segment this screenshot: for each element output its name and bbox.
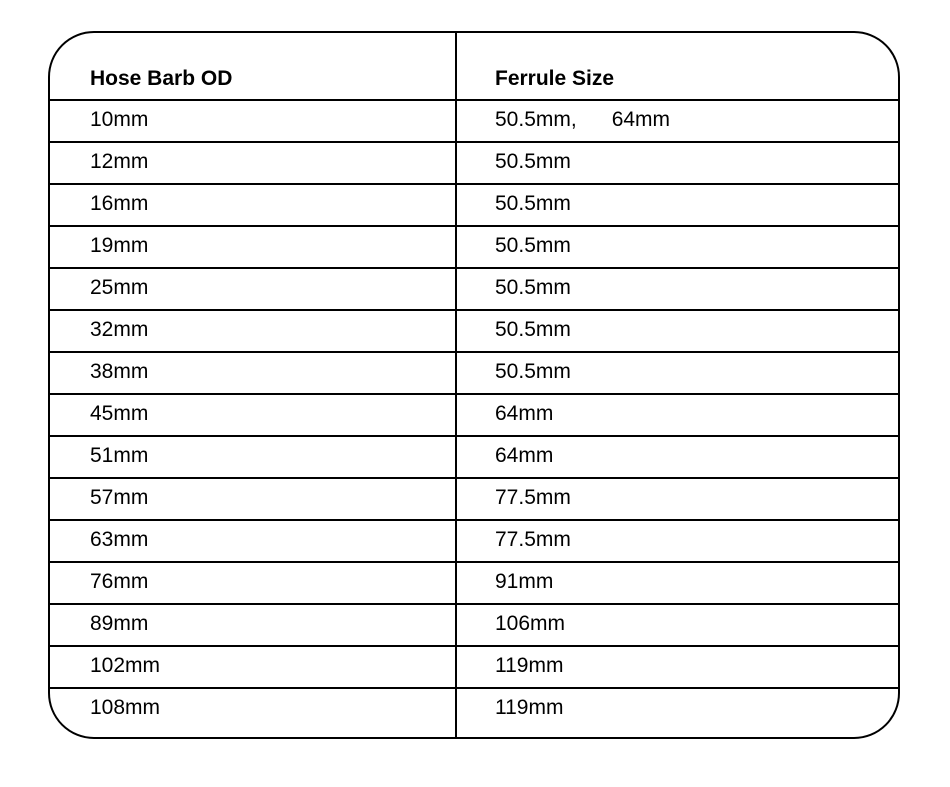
cell-ferrule-size: 106mm [495,612,566,635]
cell-hose-barb-od: 108mm [90,696,161,719]
table-row [50,479,898,521]
cell-ferrule-size: 50.5mm, 64mm [495,108,671,131]
cell-hose-barb-od: 12mm [90,150,149,173]
cell-hose-barb-od: 38mm [90,360,149,383]
table-row [50,101,898,143]
table-header-row [50,33,898,101]
table-row [50,521,898,563]
table-row [50,143,898,185]
cell-ferrule-size: 64mm [495,444,554,467]
cell-hose-barb-od: 45mm [90,402,149,425]
cell-hose-barb-od: 51mm [90,444,149,467]
cell-hose-barb-od: 102mm [90,654,161,677]
cell-hose-barb-od: 10mm [90,108,149,131]
table-row [50,647,898,689]
table-row [50,605,898,647]
cell-ferrule-size: 50.5mm [495,360,571,383]
cell-ferrule-size: 50.5mm [495,150,571,173]
cell-ferrule-size: 64mm [495,402,554,425]
table-row [50,563,898,605]
table-row [50,269,898,311]
cell-ferrule-size: 50.5mm [495,276,571,299]
cell-ferrule-size: 119mm [495,654,564,677]
cell-ferrule-size: 77.5mm [495,528,571,551]
cell-hose-barb-od: 89mm [90,612,149,635]
table-row [50,689,898,731]
table-row [50,227,898,269]
cell-hose-barb-od: 19mm [90,234,149,257]
header-ferrule-size: Ferrule Size [495,67,615,90]
table-row [50,353,898,395]
table-row [50,395,898,437]
cell-ferrule-size: 50.5mm [495,192,571,215]
table-row [50,185,898,227]
table-row [50,311,898,353]
table-row [50,437,898,479]
cell-hose-barb-od: 57mm [90,486,149,509]
cell-ferrule-size: 50.5mm [495,318,571,341]
cell-hose-barb-od: 25mm [90,276,149,299]
cell-ferrule-size: 91mm [495,570,554,593]
cell-ferrule-size: 50.5mm [495,234,571,257]
cell-ferrule-size: 77.5mm [495,486,571,509]
cell-hose-barb-od: 32mm [90,318,149,341]
cell-ferrule-size: 119mm [495,696,564,719]
cell-hose-barb-od: 63mm [90,528,149,551]
cell-hose-barb-od: 16mm [90,192,149,215]
cell-hose-barb-od: 76mm [90,570,149,593]
ferrule-size-table [48,31,900,739]
header-hose-barb-od: Hose Barb OD [90,67,233,90]
